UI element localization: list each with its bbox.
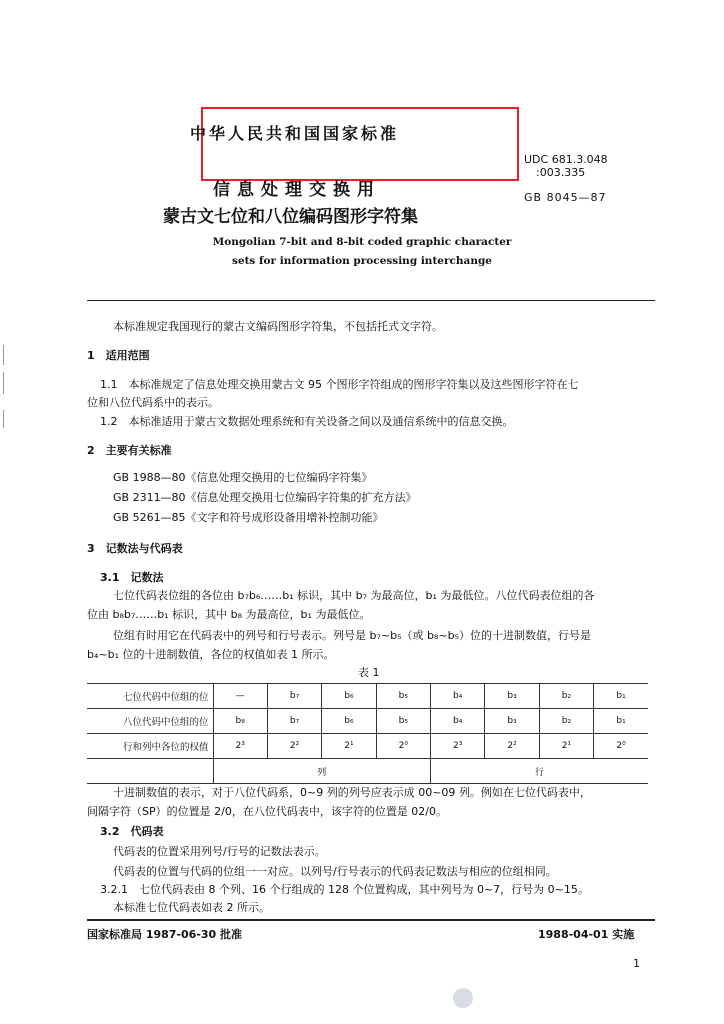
table-cell: b₁ bbox=[594, 709, 648, 734]
clause-3-1-heading: 3.1 记数法 bbox=[100, 571, 164, 584]
table-cell: b₈ bbox=[213, 709, 267, 734]
table-cell: b₂ bbox=[539, 709, 593, 734]
reference-1: GB 1988—80《信息处理交换用的七位编码字符集》 bbox=[113, 471, 373, 484]
table-cell: b₇ bbox=[267, 684, 321, 709]
table-row-label: 行和列中各位的权值 bbox=[87, 734, 213, 759]
header-divider bbox=[87, 300, 655, 301]
table-cell: b₂ bbox=[539, 684, 593, 709]
table-row-label bbox=[87, 759, 213, 784]
row-group-label: 行 bbox=[431, 759, 649, 784]
table-cell: b₁ bbox=[594, 684, 648, 709]
table-cell: b₄ bbox=[431, 684, 485, 709]
column-group-label: 列 bbox=[213, 759, 431, 784]
margin-mark bbox=[3, 410, 4, 428]
clause-1-2: 1.2 本标准适用于蒙古文数据处理系统和有关设备之间以及通信系统中的信息交换。 bbox=[100, 415, 514, 428]
clause-1-1-line-1: 1.1 本标准规定了信息处理交换用蒙古文 95 个图形字符组成的图形字符集以及这些图形字符在七 bbox=[100, 378, 579, 391]
table-row-label: 七位代码中位组的位 bbox=[87, 684, 213, 709]
page-number: 1 bbox=[633, 957, 640, 970]
table-cell: b₃ bbox=[485, 709, 539, 734]
udc-code bbox=[524, 153, 608, 179]
table-cell: b₆ bbox=[322, 709, 376, 734]
table-row bbox=[87, 734, 648, 759]
decimal-para-line-1: 十进制数值的表示，对于八位代码系，0~9 列的列号应表示成 00~09 列。例如在七位代码表中， bbox=[113, 786, 591, 799]
table-2-reference: 本标准七位代码表如表 2 所示。 bbox=[113, 901, 270, 914]
clause-1-1-line-2: 位和八位代码系中的表示。 bbox=[87, 396, 219, 409]
code-table-para-1: 代码表的位置采用列号/行号的记数法表示。 bbox=[113, 845, 326, 858]
table-row-label: 八位代码中位组的位 bbox=[87, 709, 213, 734]
udc-line-2: :003.335 bbox=[536, 166, 586, 179]
title-line-1: 信息处理交换用 bbox=[213, 180, 381, 200]
section-2-heading: 2 主要有关标准 bbox=[87, 444, 172, 457]
table-cell: 2⁰ bbox=[594, 734, 648, 759]
margin-mark bbox=[3, 372, 4, 394]
notation-para-2-line-2: b₄~b₁ 位的十进制数值，各位的权值如表 1 所示。 bbox=[87, 648, 335, 661]
table-cell: — bbox=[213, 684, 267, 709]
table-1-title: 表 1 bbox=[358, 666, 380, 679]
clause-3-2-1: 3.2.1 七位代码表由 8 个列、16 个行组成的 128 个位置构成，其中列号为 0~7，行号为 0~15。 bbox=[100, 883, 589, 896]
table-cell: b₃ bbox=[485, 684, 539, 709]
table-cell: b₄ bbox=[431, 709, 485, 734]
table-cell: b₆ bbox=[322, 684, 376, 709]
table-row bbox=[87, 759, 648, 784]
reference-2: GB 2311—80《信息处理交换用七位编码字符集的扩充方法》 bbox=[113, 491, 417, 504]
approval-date: 国家标准局 1987-06-30 批准 bbox=[87, 928, 243, 941]
intro-paragraph: 本标准规定我国现行的蒙古文编码图形字符集，不包括托式文字符。 bbox=[113, 320, 443, 333]
national-standard-title: 中华人民共和国国家标准 bbox=[190, 124, 400, 143]
watermark-logo bbox=[453, 988, 473, 1008]
table-cell: 2¹ bbox=[322, 734, 376, 759]
table-cell: 2² bbox=[267, 734, 321, 759]
section-1-heading: 1 适用范围 bbox=[87, 349, 150, 362]
table-row bbox=[87, 709, 648, 734]
table-cell: b₅ bbox=[376, 684, 430, 709]
notation-para-1-line-2: 位由 b₈b₇……b₁ 标识，其中 b₈ 为最高位，b₁ 为最低位。 bbox=[87, 608, 371, 621]
table-row bbox=[87, 684, 648, 709]
highlight-box bbox=[201, 107, 519, 181]
english-title-line-1: Mongolian 7-bit and 8-bit coded graphic character bbox=[212, 236, 512, 248]
reference-3: GB 5261—85《文字和符号成形设备用增补控制功能》 bbox=[113, 511, 384, 524]
clause-3-2-heading: 3.2 代码表 bbox=[100, 825, 164, 838]
table-cell: 2³ bbox=[213, 734, 267, 759]
table-cell: 2⁰ bbox=[376, 734, 430, 759]
english-title-line-2: sets for information processing interchange bbox=[231, 255, 492, 267]
bit-weight-table bbox=[87, 683, 648, 784]
table-cell: 2² bbox=[485, 734, 539, 759]
gb-code: GB 8045—87 bbox=[524, 191, 607, 204]
effective-date: 1988-04-01 实施 bbox=[538, 928, 635, 941]
section-3-heading: 3 记数法与代码表 bbox=[87, 542, 183, 555]
notation-para-2-line-1: 位组有时用它在代码表中的列号和行号表示。列号是 b₇~b₅（或 b₈~b₅）位的十进制数值，行号是 bbox=[113, 629, 591, 642]
table-cell: b₅ bbox=[376, 709, 430, 734]
decimal-para-line-2: 间隔字符（SP）的位置是 2/0，在八位代码表中，该字符的位置是 02/0。 bbox=[87, 805, 448, 818]
footer-divider bbox=[87, 919, 655, 921]
notation-para-1-line-1: 七位代码表位组的各位由 b₇b₆……b₁ 标识，其中 b₇ 为最高位，b₁ 为最低位。八位代码表位组的各 bbox=[113, 589, 595, 602]
udc-line-1: UDC 681.3.048 bbox=[524, 153, 608, 166]
title-line-2: 蒙古文七位和八位编码图形字符集 bbox=[163, 207, 418, 227]
code-table-para-2: 代码表的位置与代码的位组一一对应。以列号/行号表示的代码表记数法与相应的位组相同。 bbox=[113, 865, 557, 878]
margin-mark bbox=[3, 345, 4, 365]
table-cell: 2³ bbox=[431, 734, 485, 759]
table-cell: 2¹ bbox=[539, 734, 593, 759]
table-cell: b₇ bbox=[267, 709, 321, 734]
